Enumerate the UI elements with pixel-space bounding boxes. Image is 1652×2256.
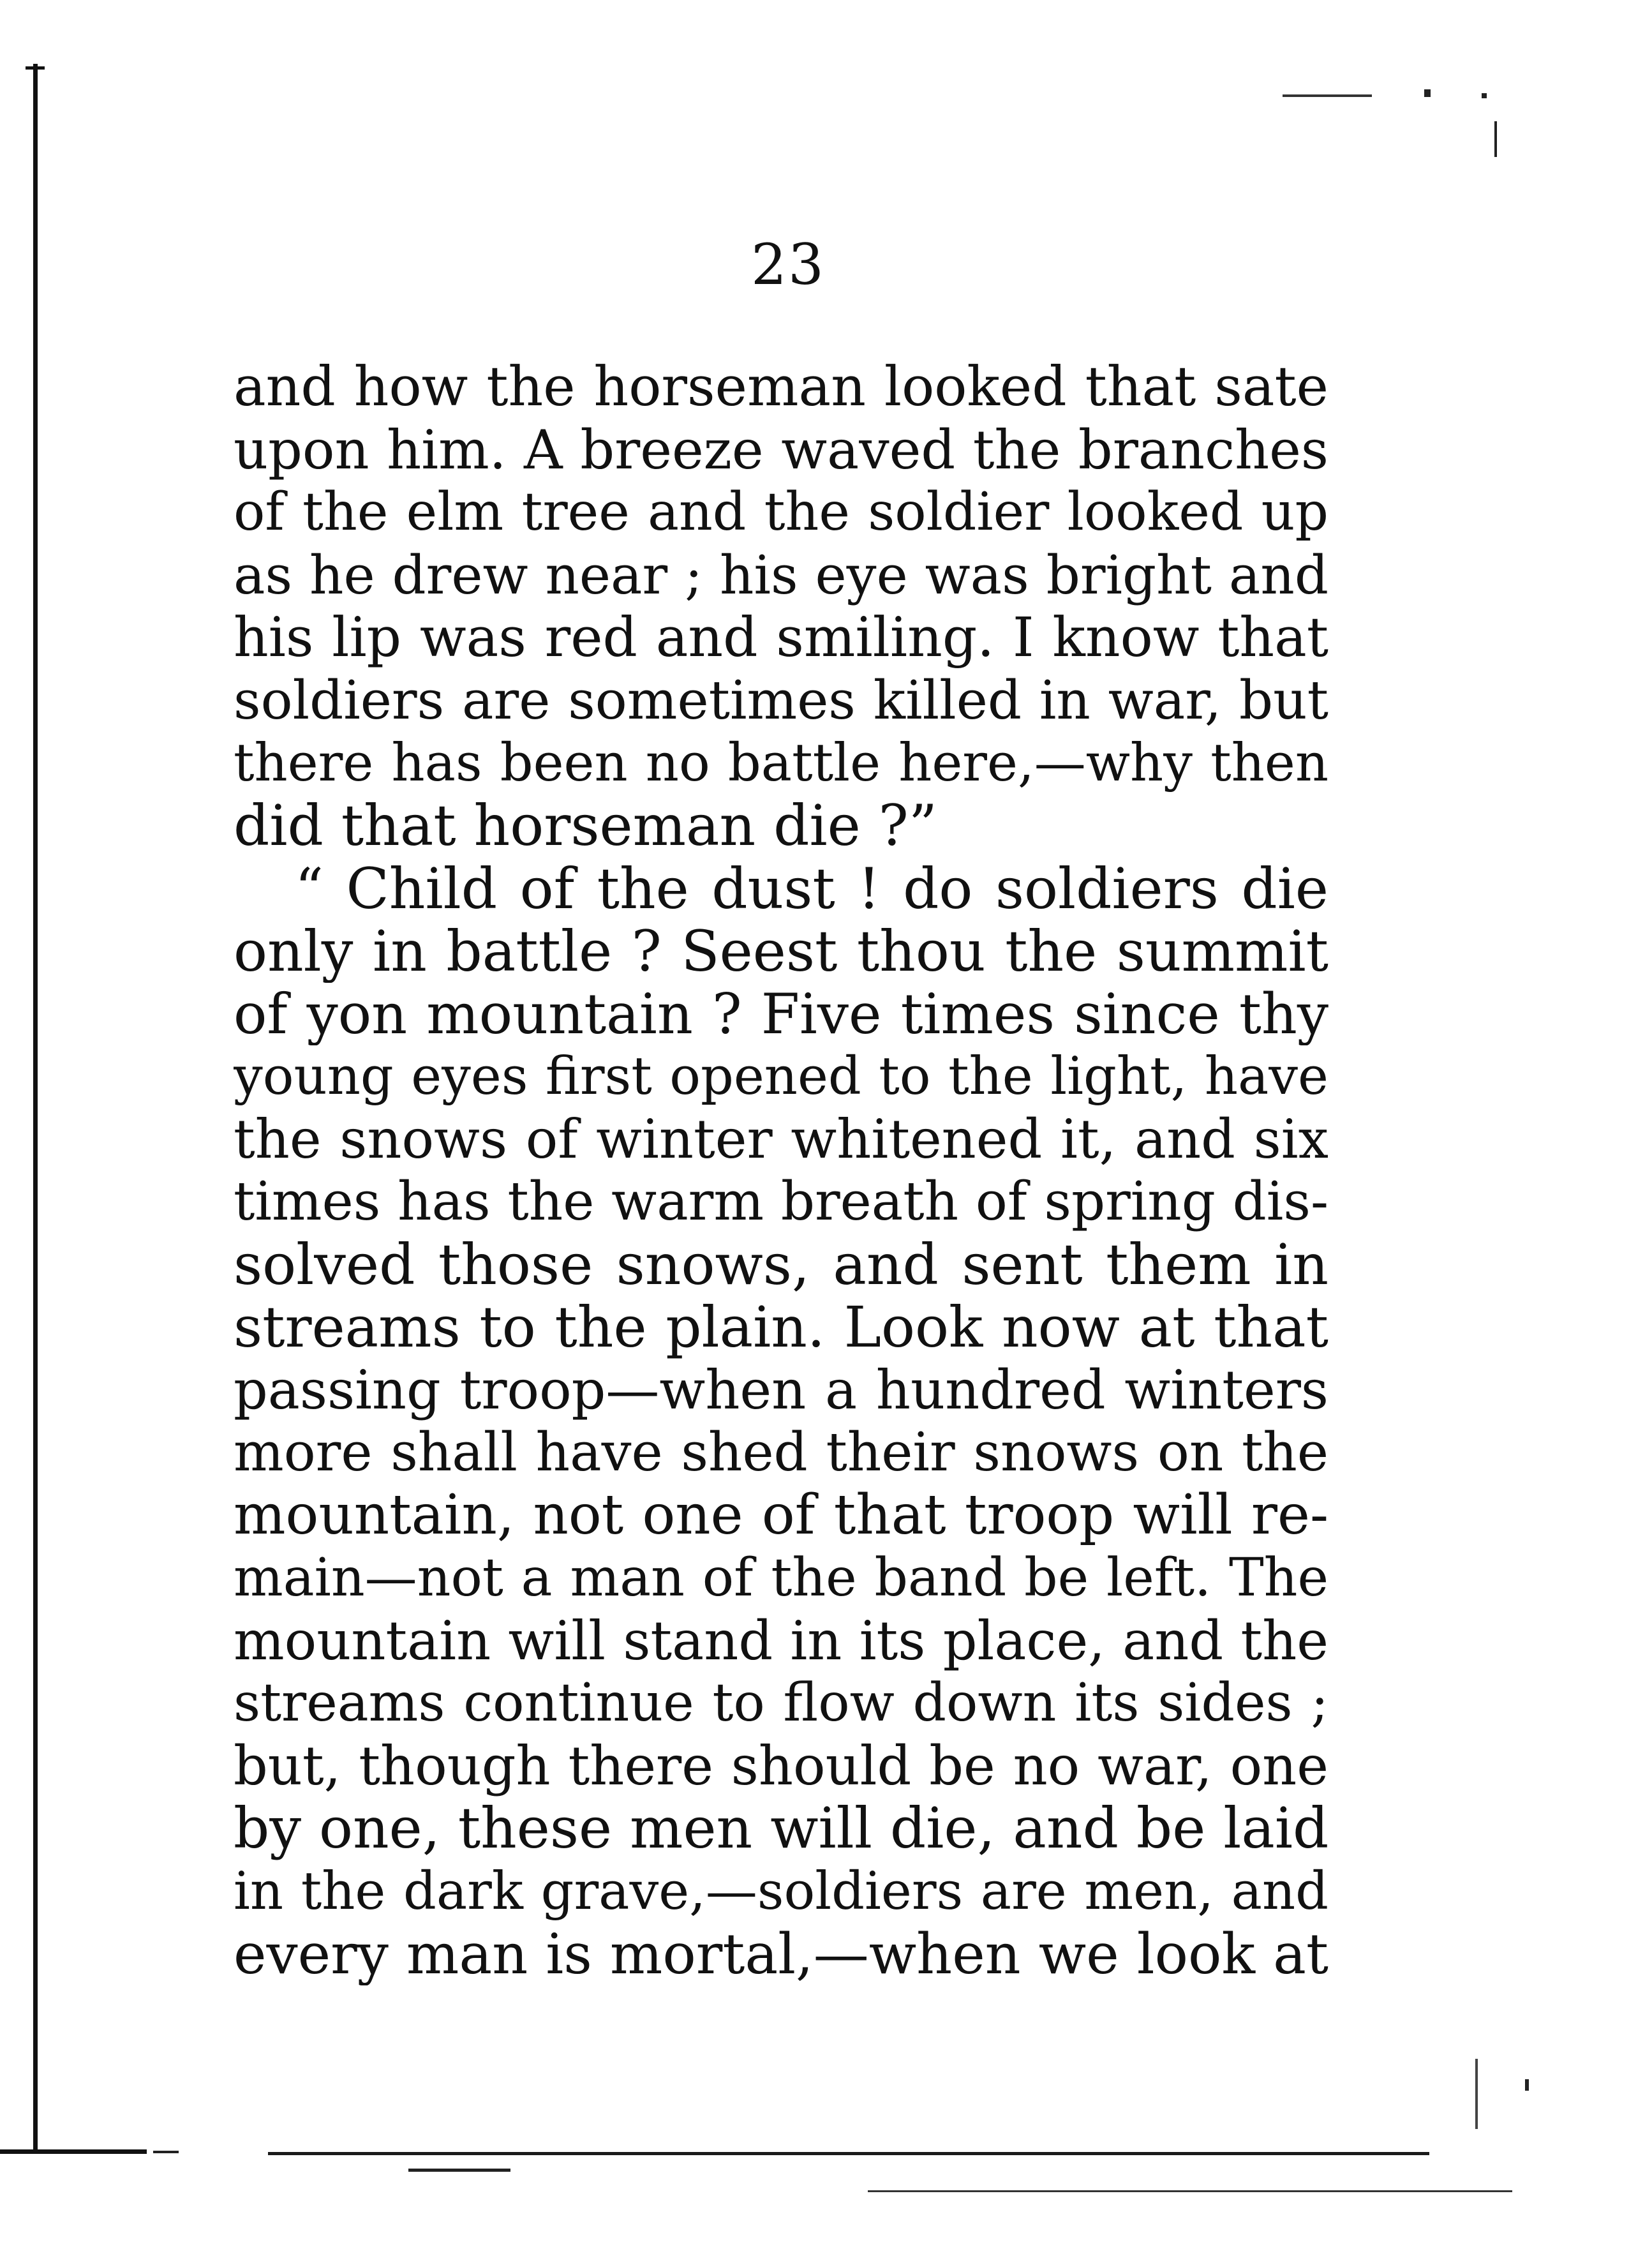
text-line: mountain will stand in its place, and the <box>234 1609 1328 1672</box>
text-line: passing troop—when a hundred winters <box>234 1359 1328 1421</box>
bottom-left-dash <box>153 2151 179 2153</box>
text-line: streams to the plain. Look now at that <box>234 1296 1328 1359</box>
bottom-left-rule <box>0 2149 147 2154</box>
text-line: the snows of winter whitened it, and six <box>234 1108 1328 1171</box>
top-right-scan-dot <box>1482 93 1487 98</box>
right-edge-mark <box>1525 2079 1529 2091</box>
text-line: of the elm tree and the soldier looked up <box>234 482 1328 543</box>
right-edge-tick <box>1494 121 1497 157</box>
text-line: young eyes first opened to the light, have <box>234 1047 1328 1107</box>
right-edge-tick <box>1475 2059 1478 2129</box>
page-number: 23 <box>751 232 825 297</box>
text-line: every man is mortal,—when we look at <box>234 1922 1328 1985</box>
text-line: only in battle ? Seest thou the summit <box>234 920 1328 983</box>
text-line: soldiers are sometimes killed in war, but <box>234 669 1328 731</box>
text-line: more shall have shed their snows on the <box>234 1421 1328 1484</box>
text-line: times has the warm breath of spring dis- <box>234 1170 1328 1233</box>
text-line: and how the horseman looked that sate <box>234 356 1328 419</box>
body-text <box>234 356 1328 1985</box>
bottom-rule <box>268 2152 1429 2155</box>
text-line: main—not a man of the band be left. The <box>234 1547 1328 1608</box>
text-line: as he drew near ; his eye was bright and <box>234 544 1328 606</box>
text-line: his lip was red and smiling. I know that <box>234 606 1328 669</box>
text-line: “ Child of the dust ! do soldiers die <box>295 857 1328 920</box>
text-line: but, though there should be no war, one <box>234 1735 1328 1798</box>
text-line: in the dark grave,—soldiers are men, and <box>234 1861 1328 1922</box>
bottom-rule-lower <box>868 2190 1512 2192</box>
text-line: mountain, not one of that troop will re- <box>234 1484 1328 1547</box>
text-line: did that horseman die ?” <box>234 795 937 858</box>
text-line: solved those snows, and sent them in <box>234 1233 1328 1296</box>
text-line: there has been no battle here,—why then <box>234 733 1328 794</box>
top-right-scan-mark <box>1283 94 1372 97</box>
text-line: upon him. A breeze waved the branches <box>234 419 1328 482</box>
text-line: of yon mountain ? Five times since thy <box>234 982 1328 1046</box>
text-line: streams continue to flow down its sides ; <box>234 1672 1328 1733</box>
bottom-rule-fragment <box>408 2169 510 2172</box>
binding-edge-top-mark <box>26 66 45 70</box>
text-line: by one, these men will die, and be laid <box>234 1797 1328 1860</box>
binding-edge-line <box>33 64 38 2151</box>
top-right-scan-dot <box>1424 89 1431 97</box>
